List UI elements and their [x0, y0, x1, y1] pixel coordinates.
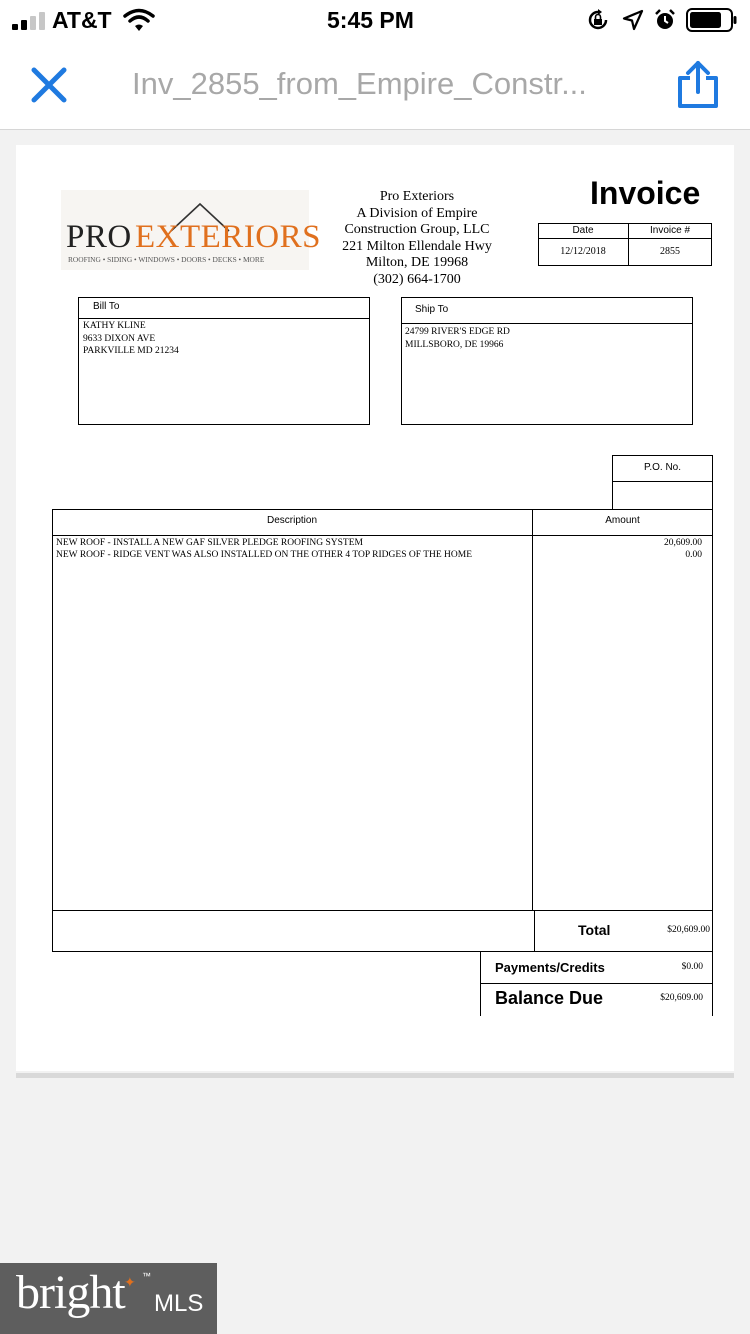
- divider: [538, 238, 712, 239]
- rotation-lock-icon: [586, 8, 610, 32]
- bill-to-address: [83, 320, 179, 358]
- location-icon: [622, 9, 644, 31]
- divider: [612, 481, 713, 482]
- share-icon[interactable]: [676, 60, 720, 108]
- line-items-table: [52, 509, 713, 952]
- invoice-date: 12/12/2018: [560, 246, 606, 257]
- invoice-number-label: Invoice #: [649, 225, 691, 236]
- date-label: Date: [572, 225, 594, 236]
- divider: [480, 952, 481, 1016]
- bright-mls-watermark: [0, 1263, 217, 1334]
- close-icon[interactable]: [30, 66, 68, 104]
- company-address: [326, 189, 508, 289]
- watermark-brand: bright: [16, 1266, 125, 1319]
- status-bar: [0, 0, 750, 40]
- item-description: NEW ROOF - INSTALL A NEW GAF SILVER PLEDGE ROOFING SYSTEM: [56, 538, 363, 548]
- description-header: Description: [266, 515, 318, 526]
- battery-icon: [686, 8, 738, 32]
- payments-credits-value: $0.00: [681, 962, 703, 972]
- company-logo: [61, 190, 321, 270]
- address-line: PARKVILLE MD 21234: [83, 346, 179, 356]
- balance-due-label: Balance Due: [495, 988, 604, 1008]
- total-value: $20,609.00: [667, 925, 710, 935]
- column-divider: [534, 910, 535, 952]
- ship-to-box: [401, 297, 693, 425]
- table-footer-divider: [52, 910, 713, 911]
- balance-due-value: $20,609.00: [660, 993, 703, 1003]
- amount-header: Amount: [605, 515, 640, 526]
- carrier-label: AT&T: [52, 7, 112, 33]
- total-label: Total: [578, 922, 611, 938]
- item-amount: 0.00: [685, 550, 702, 560]
- invoice-number: 2855: [660, 246, 680, 257]
- watermark-spark-icon: ✦: [124, 1274, 136, 1290]
- alarm-icon: [653, 8, 677, 32]
- clock: 5:45 PM: [327, 7, 414, 33]
- item-description: NEW ROOF - RIDGE VENT WAS ALSO INSTALLED ON THE OTHER 4 TOP RIDGES OF THE HOME: [56, 550, 473, 560]
- document-page-edge: [16, 1073, 734, 1078]
- watermark-tm: ™: [142, 1271, 151, 1281]
- company-line: Pro Exteriors: [379, 189, 455, 204]
- address-line: 9633 DIXON AVE: [83, 333, 156, 344]
- company-line: A Division of Empire: [356, 205, 478, 221]
- table-header-divider: [52, 535, 713, 536]
- item-amount: 20,609.00: [664, 538, 702, 548]
- company-line: 221 Milton Ellendale Hwy: [342, 238, 492, 254]
- ship-to-address: [405, 326, 510, 351]
- nav-bar: [0, 40, 750, 130]
- address-line: MILLSBORO, DE 19966: [405, 339, 504, 350]
- wifi-icon: [123, 8, 155, 32]
- address-line: 24799 RIVER'S EDGE RD: [405, 327, 510, 337]
- ship-to-label: Ship To: [415, 304, 449, 315]
- payments-credits-label: Payments/Credits: [495, 960, 605, 975]
- logo-brand-left: PRO: [66, 219, 132, 255]
- logo-brand-right: EXTERIORS: [135, 219, 321, 255]
- company-line: Milton, DE 19968: [365, 255, 469, 271]
- table-row: [56, 549, 702, 562]
- bill-to-box: [78, 297, 370, 425]
- po-label: P.O. No.: [643, 462, 682, 473]
- watermark-suffix: MLS: [154, 1290, 204, 1317]
- divider: [712, 952, 713, 1016]
- column-divider: [532, 509, 533, 910]
- document-title: Inv_2855_from_Empire_Constr...: [132, 66, 587, 101]
- divider: [480, 983, 712, 984]
- company-line: Construction Group, LLC: [344, 222, 490, 238]
- signal-icon: [12, 12, 48, 30]
- divider: [78, 318, 370, 319]
- bill-to-label: Bill To: [93, 301, 120, 312]
- invoice-document[interactable]: [16, 145, 734, 1071]
- company-line: (302) 664-1700: [373, 271, 461, 287]
- invoice-heading: Invoice: [590, 175, 701, 211]
- logo-tagline: ROOFING • SIDING • WINDOWS • DOORS • DECKS • MORE: [68, 255, 265, 264]
- divider: [401, 323, 693, 324]
- address-line: KATHY KLINE: [83, 321, 146, 331]
